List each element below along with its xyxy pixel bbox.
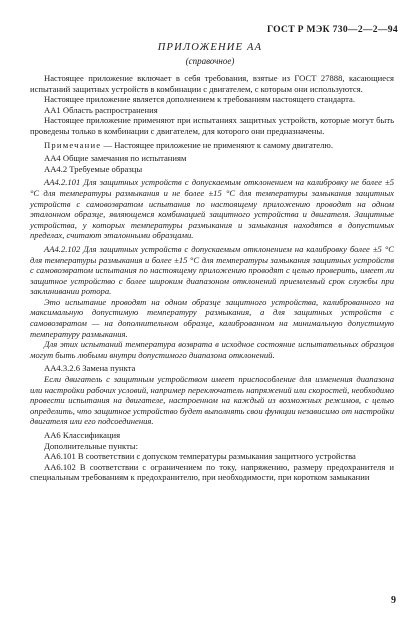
note [30,140,394,151]
paragraph: Дополнительные пункты: [44,440,139,451]
paragraph: Если двигатель с защитным устройством имеет приспособление для изменения диапазона или настройки рабочих условий, например переключатель напряжений или скоростей, необходимо провести испытания на двигателе, настроенном на каждый из возможных режимов, с целью определить, что защитное устройство будет выполнять свои функции независимо от настройки двигателя или его подсоединения. [30,374,394,427]
section-heading: АА6 Классификация [44,430,121,440]
page-number: 9 [391,595,396,606]
appendix-subtitle: (справочное) [185,56,235,66]
paragraph: Для этих испытаний температура возврата в исходное состояние испытательных образцов могут быть любыми внутри допустимого диапазона отклонений. [30,339,394,360]
paragraph: АА4.2.102 Для защитных устройств с допускаемым отклонением на калибровку более ±5 °С для температуры размыкания и более ±15 °С для температуры замыкания защитных устройств с самовозвратом испытания по настоящему приложению проводят с целью проверить, имеет ли защитное устройство с более широким диапазоном отклонений приемлемый срок службы при заклинивании ротора. [30,243,394,297]
section-heading: АА1 Область распространения [44,104,158,115]
paragraph: АА6.101 В соответствии с допуском температуры размыкания защитного устройства [44,451,356,462]
note-text: — Настоящее приложение не применяют к самому двигателю. [101,139,333,150]
paragraph: Это испытание проводят на одном образце защитного устройства, калиброванного на максимальную допустимую температуру размыкания, а для защитных устройств с самовозвратом — на дополнительном образце, калиброванном на минимальную допустимую температуру размыкания. [30,296,394,339]
paragraph: АА6.102 В соответствии с ограничением по току, напряжению, размеру предохранителя и специальным требованиям к предохранителю, при необходимости, при коротком замыкании [30,461,394,483]
section-heading: АА4.3.2.6 Замена пункта [44,363,136,374]
paragraph: Настоящее приложение является дополнением к требованиям настоящего стандарта. [44,94,355,105]
paragraph: АА4.2.101 Для защитных устройств с допускаемым отклонением на калибровку не более ±5 °С для температуры размыкания и не более ±15 °С для температуры замыкания защитных устройств с самовозвратом испытания по настоящему приложению проводят на одном эталонном образце, являющемся комбинацией защитного устройства и двигателя. Защитные устройства, у которых температуры размыкания и замыкания находятся в допустимых пределах, считают эталонными образцами. [30,177,394,241]
section-heading: АА4.2 Требуемые образцы [44,163,143,174]
section-heading: АА4 Общие замечания по испытаниям [44,153,187,164]
document-body [30,73,394,483]
standard-header: ГОСТ Р МЭК 730—2—2—94 [266,24,398,35]
paragraph: Настоящее приложение включает в себя требования, взятые из ГОСТ 27888, касающиеся испытаний защитных устройств в комбинации с двигателем, с которым они используются. [30,73,394,94]
appendix-title: ПРИЛОЖЕНИЕ АА [157,42,263,53]
note-label: Примечание [44,139,102,150]
paragraph: Настоящее приложение применяют при испытаниях защитных устройств, которые могут быть проведены только в комбинации с двигателем, для которого они предназначены. [30,115,394,136]
